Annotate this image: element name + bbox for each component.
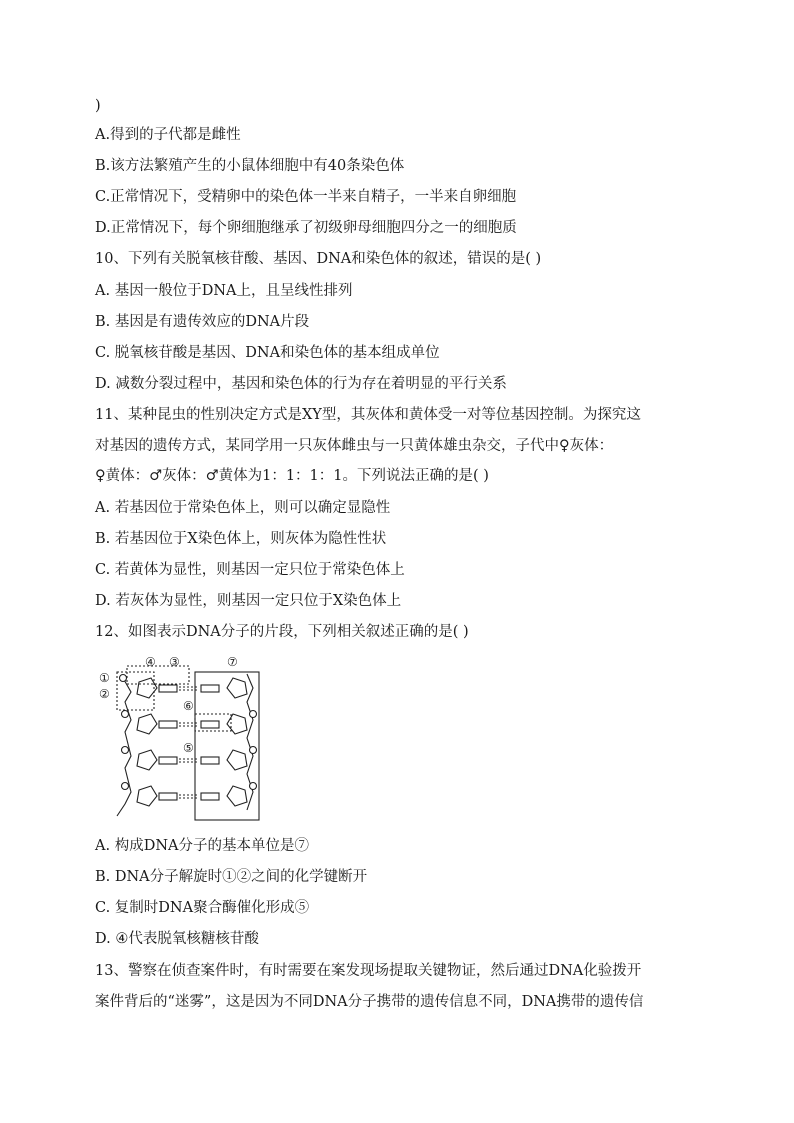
q12-option-b: B. DNA分子解旋时①②之间的化学键断开	[95, 869, 368, 885]
q13-stem-2: 案件背后的“迷雾”，这是因为不同DNA分子携带的遗传信息不同，DNA携带的遗传信	[95, 994, 644, 1010]
q11-option-a: A. 若基因位于常染色体上，则可以确定显隐性	[95, 500, 391, 516]
label-5: ⑤	[183, 741, 194, 755]
q12-option-c: C. 复制时DNA聚合酶催化形成⑤	[95, 900, 310, 916]
q11-option-c: C. 若黄体为显性，则基因一定只位于常染色体上	[95, 562, 405, 578]
text-line: )	[95, 98, 101, 114]
q9-option-d: D.正常情况下，每个卵细胞继承了初级卵母细胞四分之一的细胞质	[95, 220, 517, 236]
label-6: ⑥	[183, 699, 194, 713]
q10-stem: 10、下列有关脱氧核苷酸、基因、DNA和染色体的叙述，错误的是( )	[95, 251, 542, 267]
label-3: ③	[169, 655, 180, 669]
q10-option-c: C. 脱氧核苷酸是基因、DNA和染色体的基本组成单位	[95, 345, 440, 361]
q9-option-c: C.正常情况下，受精卵中的染色体一半来自精子，一半来自卵细胞	[95, 189, 517, 205]
q12-option-a: A. 构成DNA分子的基本单位是⑦	[95, 838, 309, 854]
q9-option-a: A.得到的子代都是雌性	[95, 127, 241, 143]
q12-option-d: D. ④代表脱氧核糖核苷酸	[95, 931, 259, 947]
q11-option-b: B. 若基因位于X染色体上，则灰体为隐性性状	[95, 531, 387, 547]
label-2: ②	[99, 687, 110, 701]
q9-option-b: B.该方法繁殖产生的小鼠体细胞中有40条染色体	[95, 158, 405, 174]
q11-option-d: D. 若灰体为显性，则基因一定只位于X染色体上	[95, 593, 402, 609]
q11-stem-2: 对基因的遗传方式，某同学用一只灰体雌虫与一只黄体雄虫杂交，子代中♀灰体：	[95, 438, 614, 454]
q10-option-a: A. 基因一般位于DNA上，且呈线性排列	[95, 283, 353, 299]
dna-fragment-diagram	[95, 652, 270, 822]
label-1: ①	[99, 671, 110, 685]
q10-option-d: D. 减数分裂过程中，基因和染色体的行为存在着明显的平行关系	[95, 376, 507, 392]
q12-stem: 12、如图表示DNA分子的片段，下列相关叙述正确的是( )	[95, 624, 469, 640]
q10-option-b: B. 基因是有遗传效应的DNA片段	[95, 314, 310, 330]
label-4: ④	[145, 655, 156, 669]
label-7: ⑦	[227, 655, 238, 669]
q11-stem-3: ♀黄体：♂灰体：♂黄体为1：1：1：1。下列说法正确的是( )	[95, 468, 489, 484]
q11-stem-1: 11、某种昆虫的性别决定方式是XY型，其灰体和黄体受一对等位基因控制。为探究这	[95, 407, 641, 423]
q13-stem-1: 13、警察在侦查案件时，有时需要在案发现场提取关键物证，然后通过DNA化验拨开	[95, 963, 642, 979]
